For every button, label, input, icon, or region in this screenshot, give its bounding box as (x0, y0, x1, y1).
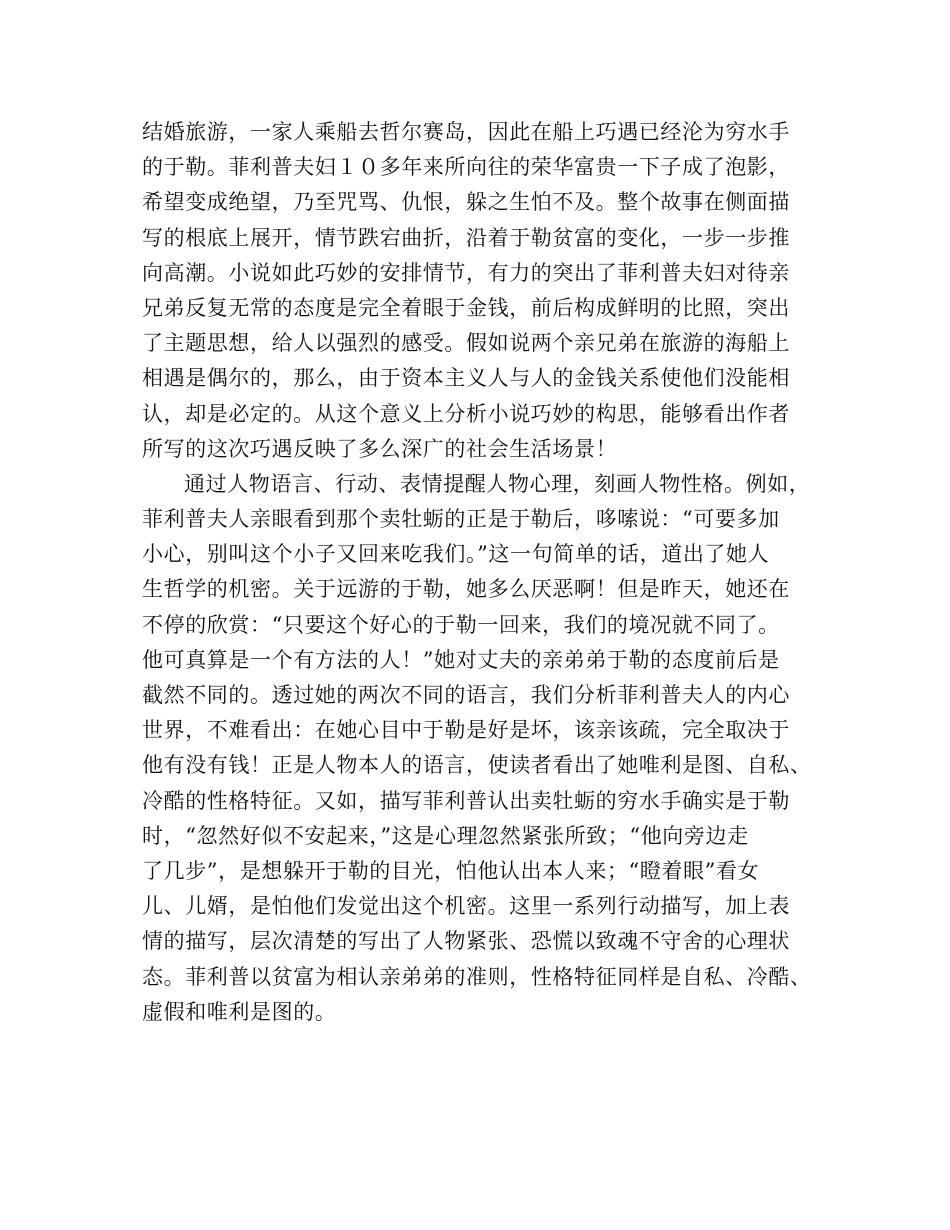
text-line: 虚假和唯利是图的。 (142, 999, 337, 1024)
text-line: 不停的欣赏：“只要这个好心的于勒一回来，我们的境况就不同了。 (142, 612, 780, 637)
text-line: 向高潮。小说如此巧妙的安排情节，有力的突出了菲利普夫妇对待亲 (142, 260, 790, 285)
text-line: 通过人物语言、行动、表情提醒人物心理，刻画人物性格。例如， (184, 471, 811, 496)
text-line: 态。菲利普以贫富为相认亲弟弟的准则，性格特征同样是自私、冷酷、 (142, 964, 812, 989)
text-line: 希望变成绝望，乃至咒骂、仇恨，躲之生怕不及。整个故事在侧面描 (142, 190, 790, 215)
text-line: 的于勒。菲利普夫妇１０多年来所向往的荣华富贵一下子成了泡影， (142, 155, 790, 180)
text-line: 结婚旅游，一家人乘船去哲尔赛岛，因此在船上巧遇已经沦为穷水手 (142, 120, 790, 144)
text-line: 认，却是必定的。从这个意义上分析小说巧妙的构思，能够看出作者 (142, 401, 790, 426)
text-line: 所写的这次巧遇反映了多么深广的社会生活场景！ (142, 436, 618, 461)
text-line: 小心，别叫这个小子又回来吃我们。”这一句简单的话，道出了她人 (142, 542, 770, 567)
text-line: 了主题思想，给人以强烈的感受。假如说两个亲兄弟在旅游的海船上 (142, 331, 790, 356)
text-line: 情的描写，层次清楚的写出了人物紧张、恐慌以致魂不守舍的心理状 (142, 929, 790, 954)
text-line: 他有没有钱！正是人物本人的语言，使读者看出了她唯利是图、自私、 (142, 753, 812, 778)
text-line: 截然不同的。透过她的两次不同的语言，我们分析菲利普夫人的内心 (142, 683, 790, 707)
text-line: 他可真算是一个有方法的人！”她对丈夫的亲弟弟于勒的态度前后是 (142, 647, 780, 672)
paragraph-2 (142, 467, 832, 1030)
text-line: 冷酷的性格特征。又如，描写菲利普认出卖牡蛎的穷水手确实是于勒 (142, 788, 790, 813)
text-line: 时，“忽然好似不安起来，”这是心理忽然紧张所致；“他向旁边走 (142, 823, 749, 848)
text-line: 写的根底上展开，情节跌宕曲折，沿着于勒贫富的变化，一步一步推 (142, 225, 790, 250)
text-line: 儿、儿婿，是怕他们发觉出这个机密。这里一系列行动描写，加上表 (142, 894, 790, 919)
paragraph-1 (142, 115, 832, 467)
body-text (142, 115, 832, 1030)
text-line: 生哲学的机密。关于远游的于勒，她多么厌恶啊！但是昨天，她还在 (142, 577, 790, 602)
text-line: 相遇是偶尔的，那么，由于资本主义人与人的金钱关系使他们没能相 (142, 366, 790, 391)
text-line: 世界，不难看出：在她心目中于勒是好是坏，该亲该疏，完全取决于 (142, 718, 790, 743)
text-line: 兄弟反复无常的态度是完全着眼于金钱，前后构成鲜明的比照，突出 (142, 295, 790, 320)
text-line: 了几步”，是想躲开于勒的目光，怕他认出本人来；“瞪着眼”看女 (142, 858, 760, 883)
text-line: 菲利普夫人亲眼看到那个卖牡蛎的正是于勒后，哆嗦说：“可要多加 (142, 507, 780, 532)
